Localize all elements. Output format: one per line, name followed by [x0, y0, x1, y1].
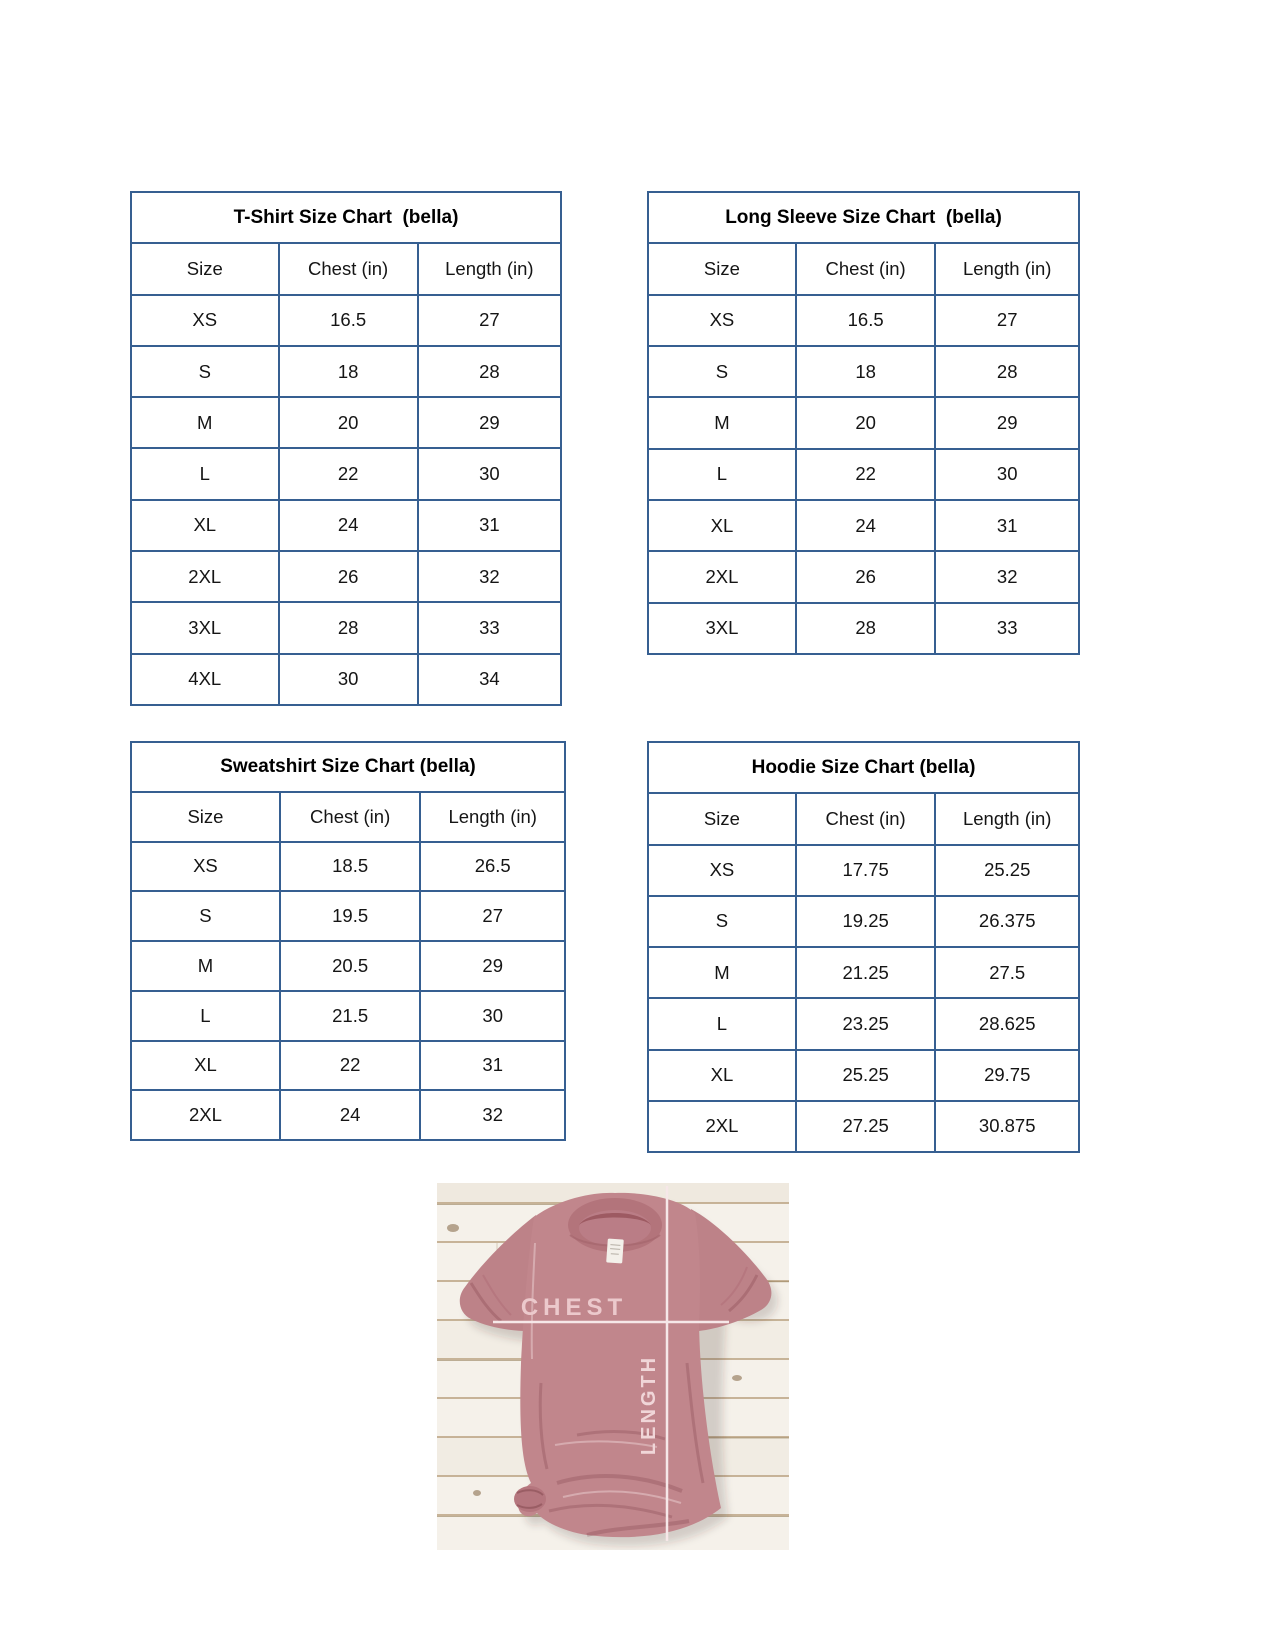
table-cell: 28.625	[978, 1012, 1036, 1034]
table-cell: 29	[479, 411, 500, 433]
column-header-cell: Chest (in)	[795, 794, 937, 843]
table-cell: M	[197, 954, 214, 976]
table-cell: XS	[193, 855, 218, 877]
table-cell: XL	[194, 1054, 217, 1076]
table-row	[132, 841, 564, 891]
table-row	[649, 997, 1078, 1048]
table-row	[132, 294, 560, 345]
table-cell: 26.5	[474, 855, 511, 877]
table-cell: 26	[278, 552, 419, 601]
table-cell: 2XL	[705, 1115, 739, 1137]
table-cell: 30	[482, 1004, 503, 1026]
column-header-cell: Size	[186, 257, 223, 279]
table-row	[649, 345, 1078, 396]
table-cell: 24	[279, 1091, 422, 1139]
tshirt-size-table	[130, 191, 562, 706]
column-header-cell: Size	[703, 807, 740, 829]
table-cell: 20.5	[279, 942, 422, 990]
column-header-cell: Chest (in)	[278, 244, 419, 293]
table-cell: 32	[482, 1104, 503, 1126]
table-cell: 18	[278, 347, 419, 396]
table-cell: 21.5	[279, 992, 422, 1040]
table-cell: 24	[278, 501, 419, 550]
table-cell: 32	[479, 565, 500, 587]
table-cell: 18	[795, 347, 937, 396]
table-cell: 21.25	[795, 948, 937, 997]
neck-tag	[606, 1238, 624, 1263]
table-row	[132, 345, 560, 396]
table-cell: 20	[278, 398, 419, 447]
table-cell: S	[199, 905, 212, 927]
table-cell: 30.875	[978, 1115, 1036, 1137]
sweatshirt-size-table	[130, 741, 566, 1141]
table-cell: S	[715, 360, 729, 382]
table-row	[649, 550, 1078, 601]
longsleeve-size-table	[647, 191, 1080, 655]
table-cell: 3XL	[705, 617, 739, 639]
table-cell: 28	[278, 603, 419, 652]
table-cell: 26.375	[978, 910, 1036, 932]
table-cell: L	[200, 1004, 211, 1026]
table-cell: 33	[996, 617, 1018, 639]
table-row	[649, 1049, 1078, 1100]
table-cell: 27.25	[795, 1102, 937, 1151]
table-row	[649, 1100, 1078, 1151]
table-cell: 30	[278, 655, 419, 704]
length-label: LENGTH	[638, 1354, 660, 1456]
table-cell: 22	[278, 449, 419, 498]
table-row	[132, 1089, 564, 1139]
table-cell: 33	[479, 617, 500, 639]
table-cell: 29	[482, 954, 503, 976]
table-cell: 30	[996, 463, 1018, 485]
column-header-cell: Chest (in)	[795, 244, 937, 293]
table-cell: 28	[996, 360, 1018, 382]
table-cell: 20	[795, 398, 937, 447]
table-cell: XL	[710, 514, 734, 536]
table-cell: XS	[192, 309, 218, 331]
table-title: Long Sleeve Size Chart (bella)	[725, 206, 1002, 228]
column-header-cell: Size	[703, 257, 740, 279]
table-row	[132, 1040, 564, 1090]
table-cell: 18.5	[279, 843, 422, 891]
table-row	[649, 396, 1078, 447]
table-cell: M	[714, 961, 730, 983]
table-cell: 2XL	[188, 1104, 222, 1126]
table-title: T-Shirt Size Chart (bella)	[233, 206, 459, 228]
table-header-row	[649, 792, 1078, 843]
table-row	[132, 653, 560, 704]
table-cell: 2XL	[188, 565, 222, 587]
table-cell: S	[715, 910, 729, 932]
table-cell: 2XL	[705, 565, 739, 587]
table-cell: 4XL	[188, 668, 222, 690]
column-header-cell: Length (in)	[448, 805, 537, 827]
table-cell: M	[714, 411, 730, 433]
table-cell: XL	[193, 514, 217, 536]
table-cell: 31	[482, 1054, 503, 1076]
table-cell: 27.5	[989, 961, 1026, 983]
table-row	[649, 844, 1078, 895]
table-cell: L	[716, 463, 728, 485]
table-title: Sweatshirt Size Chart (bella)	[220, 755, 476, 777]
table-header-row	[649, 242, 1078, 293]
table-row	[649, 294, 1078, 345]
column-header-cell: Size	[187, 805, 224, 827]
table-header-row	[132, 242, 560, 293]
table-cell: 25.25	[795, 1051, 937, 1100]
column-header-cell: Chest (in)	[279, 793, 422, 841]
table-cell: 27	[482, 905, 503, 927]
table-cell: L	[199, 463, 210, 485]
table-cell: 31	[479, 514, 500, 536]
table-cell: 34	[479, 668, 500, 690]
table-cell: XS	[709, 309, 735, 331]
table-header-row	[132, 791, 564, 841]
chest-label: CHEST	[520, 1294, 628, 1321]
table-cell: 22	[795, 450, 937, 499]
table-row	[132, 396, 560, 447]
table-row	[649, 448, 1078, 499]
table-cell: 27	[479, 309, 500, 331]
table-cell: 24	[795, 501, 937, 550]
table-cell: S	[198, 360, 211, 382]
table-cell: 17.75	[795, 846, 937, 895]
hoodie-size-table	[647, 741, 1080, 1153]
table-cell: L	[716, 1012, 728, 1034]
table-cell: 16.5	[278, 296, 419, 345]
table-row	[132, 499, 560, 550]
hem-knot	[514, 1486, 546, 1512]
table-row	[649, 602, 1078, 653]
table-cell: 30	[479, 463, 500, 485]
table-row	[132, 447, 560, 498]
table-cell: 28	[479, 360, 500, 382]
table-cell: 23.25	[795, 999, 937, 1048]
table-cell: M	[197, 411, 213, 433]
table-cell: 31	[996, 514, 1018, 536]
table-cell: 22	[279, 1042, 422, 1090]
table-row	[132, 890, 564, 940]
column-header-cell: Length (in)	[962, 257, 1052, 279]
table-row	[132, 550, 560, 601]
table-row	[649, 499, 1078, 550]
table-row	[132, 940, 564, 990]
table-cell: 29.75	[984, 1064, 1031, 1086]
table-cell: 26	[795, 552, 937, 601]
table-cell: 32	[996, 565, 1018, 587]
table-cell: 3XL	[188, 617, 222, 639]
table-cell: 16.5	[795, 296, 937, 345]
column-header-cell: Length (in)	[962, 807, 1052, 829]
table-title: Hoodie Size Chart (bella)	[751, 756, 976, 778]
table-cell: 19.25	[795, 897, 937, 946]
tshirt-measurement-photo	[437, 1183, 789, 1550]
table-row	[132, 601, 560, 652]
table-cell: 25.25	[984, 859, 1031, 881]
table-cell: 27	[996, 309, 1018, 331]
table-row	[649, 895, 1078, 946]
table-row	[649, 946, 1078, 997]
table-cell: 29	[996, 411, 1018, 433]
table-cell: XS	[709, 859, 735, 881]
table-cell: XL	[710, 1064, 734, 1086]
table-cell: 28	[795, 604, 937, 653]
table-cell: 19.5	[279, 892, 422, 940]
table-row	[132, 990, 564, 1040]
column-header-cell: Length (in)	[445, 257, 534, 279]
